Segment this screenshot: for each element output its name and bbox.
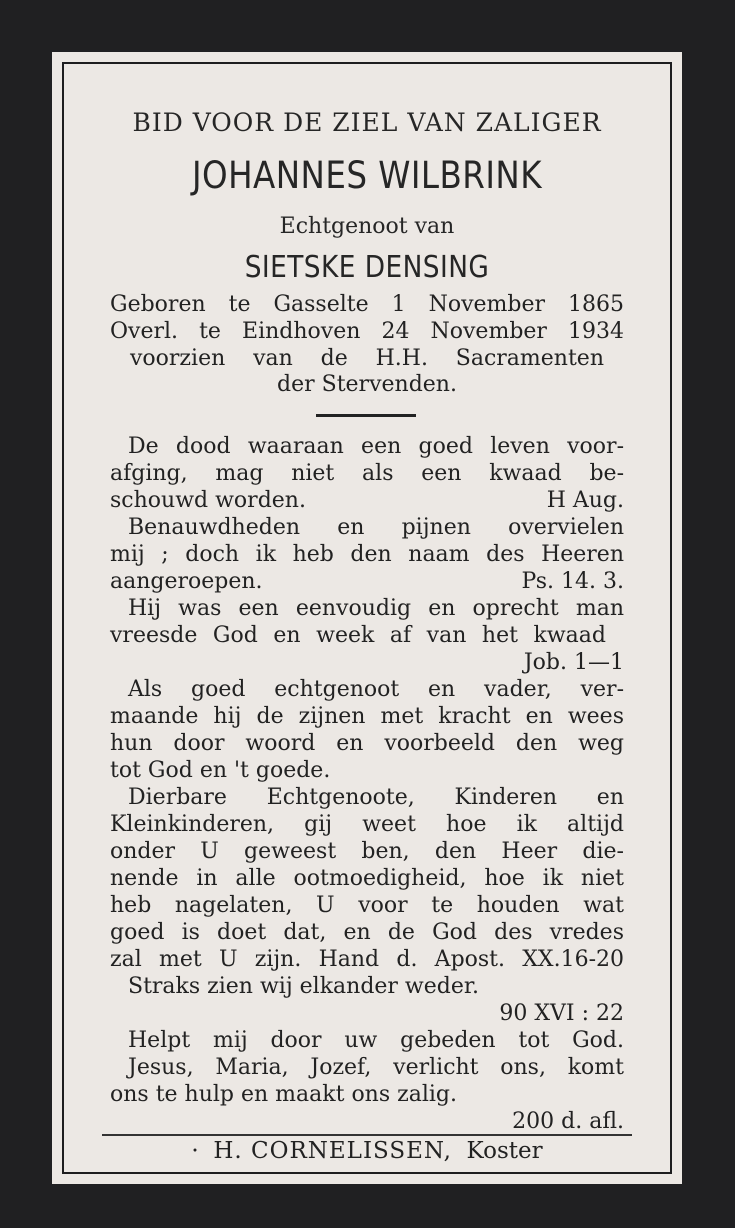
printer-role: Koster: [466, 1138, 543, 1164]
text-line: nende in alle ootmoedigheid, hoe ik niet: [110, 866, 624, 891]
text-line: heb nagelaten, U voor te houden wat: [110, 893, 624, 918]
deceased-name: JOHANNES WILBRINK: [192, 154, 542, 197]
text-line: Hij was een eenvoudig en oprecht man: [128, 596, 624, 621]
text-line: mij ; doch ik heb den naam des Heeren: [110, 542, 624, 567]
sacraments-line-2: der Stervenden.: [277, 372, 457, 397]
text-line: Straks zien wij elkander weder.: [128, 974, 479, 999]
issue-number: 200 d. afl.: [512, 1109, 624, 1134]
text-line: ons te hulp en maakt ons zalig.: [110, 1082, 457, 1107]
card-paper: [52, 52, 682, 1184]
sacraments-line: voorzien van de H.H. Sacramenten: [130, 346, 604, 371]
text-line: goed is doet dat, en de God des vredes: [110, 920, 624, 945]
prayer-heading: BID VOOR DE ZIEL VAN ZALIGER: [132, 108, 602, 137]
dot: ·: [191, 1138, 214, 1164]
text-line: onder U geweest ben, den Heer die-: [110, 839, 624, 864]
text-line: aangeroepen.: [110, 569, 263, 594]
text-line: Benauwdheden en pijnen overvielen: [128, 515, 624, 540]
text-line: Jesus, Maria, Jozef, verlicht ons, komt: [128, 1055, 624, 1080]
citation: H Aug.: [546, 488, 624, 513]
spouse-label: Echtgenoot van: [279, 214, 455, 239]
inner-border: [62, 62, 672, 1174]
text-line: maande hij de zijnen met kracht en wees: [110, 704, 624, 729]
text-line: Kleinkinderen, gij weet hoe ik altijd: [110, 812, 624, 837]
citation: Job. 1—1: [523, 650, 624, 675]
text-line: Helpt mij door uw gebeden tot God.: [128, 1028, 624, 1053]
spouse-name: SIETSKE DENSING: [244, 250, 490, 285]
printer-name: H. CORNELISSEN,: [213, 1138, 452, 1164]
text-line: schouwd worden.: [110, 488, 306, 513]
text-line: tot God en 't goede.: [110, 758, 331, 783]
death-line: Overl. te Eindhoven 24 November 1934: [110, 319, 624, 344]
text-line: hun door woord en voorbeeld den weg: [110, 731, 624, 756]
text-line: afging, mag niet als een kwaad be-: [110, 461, 624, 486]
citation: 90 XVI : 22: [499, 1001, 624, 1026]
footer: [64, 1138, 670, 1164]
text-line: vreesde God en week af van het kwaad: [110, 623, 606, 648]
text-line: Dierbare Echtgenoote, Kinderen en: [128, 785, 624, 810]
separator: [316, 414, 416, 417]
birth-line: Geboren te Gasselte 1 November 1865: [110, 292, 624, 317]
text-line: zal met U zijn. Hand d. Apost. XX.16-20: [110, 947, 624, 972]
citation: Ps. 14. 3.: [521, 569, 624, 594]
text-line: Als goed echtgenoot en vader, ver-: [128, 677, 624, 702]
text-line: De dood waaraan een goed leven voor-: [128, 434, 624, 459]
footer-rule: [102, 1134, 632, 1136]
